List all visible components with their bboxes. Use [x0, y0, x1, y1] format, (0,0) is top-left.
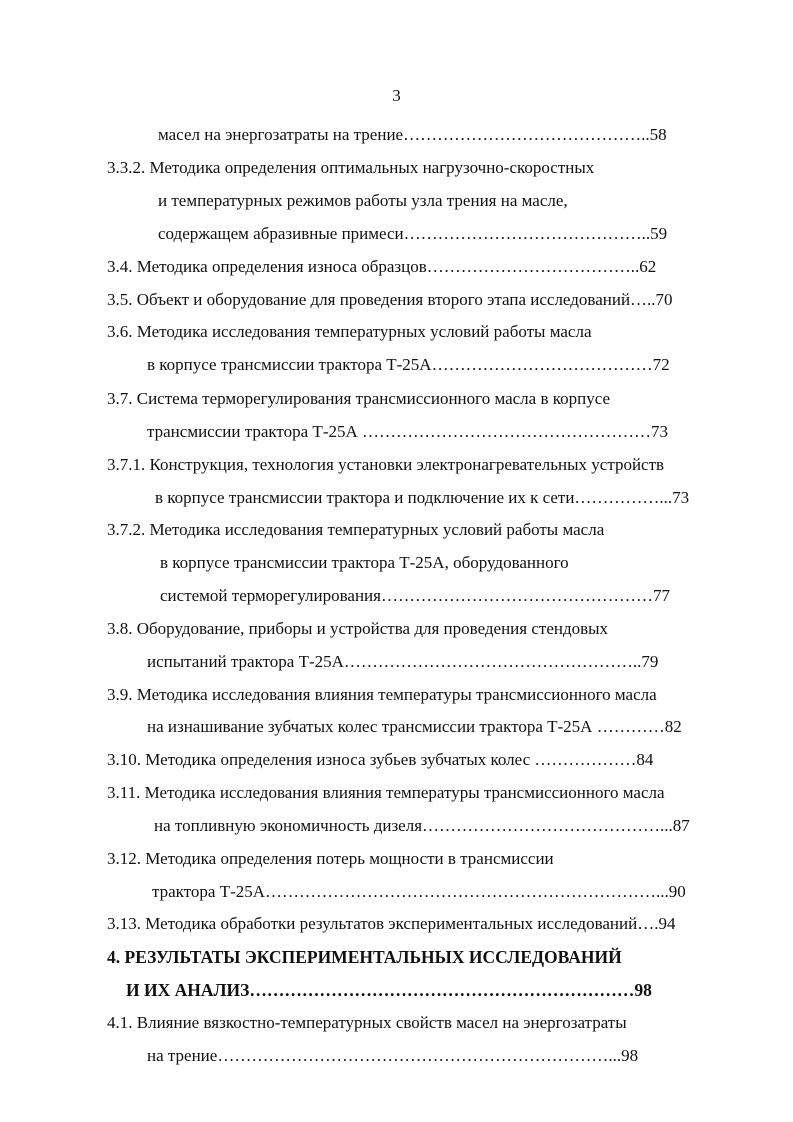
toc-line: в корпусе трансмиссии трактора Т-25А, оборудованного: [160, 553, 569, 572]
toc-line: 3.8. Оборудование, приборы и устройства для проведения стендовых: [107, 619, 609, 638]
toc-line: и температурных режимов работы узла трения на масле,: [158, 191, 568, 210]
toc-chapter-heading: И ИХ АНАЛИЗ…………………………………………………………98: [126, 980, 652, 1000]
toc-line: на трение……………………………………………………………...98: [147, 1046, 639, 1065]
toc-line: испытаний трактора Т-25А……………………………………………..79: [147, 652, 659, 671]
toc-line: системой терморегулирования…………………………………………77: [160, 586, 670, 605]
toc-line: в корпусе трансмиссии трактора и подключение их к сети……………...73: [155, 488, 690, 507]
toc-line: в корпусе трансмиссии трактора Т-25А…………………………………72: [147, 355, 670, 374]
toc-line: масел на энергозатраты на трение……………………………………..58: [158, 125, 667, 144]
toc-line: 3.7. Система терморегулирования трансмиссионного масла в корпусе: [107, 389, 611, 408]
toc-line: содержащем абразивные примеси……………………………………..59: [158, 224, 668, 243]
toc-line: 3.12. Методика определения потерь мощности в трансмиссии: [107, 849, 554, 868]
page-number: 3: [392, 86, 401, 105]
toc-line: 3.13. Методика обработки результатов экспериментальных исследований….94: [107, 914, 676, 933]
toc-line: 3.6. Методика исследования температурных условий работы масла: [107, 322, 592, 341]
toc-line: трактора Т-25А……………………………………………………………...90: [152, 882, 686, 901]
toc-line: 3.7.1. Конструкция, технология установки электронагревательных устройств: [107, 455, 665, 474]
toc-line: 3.4. Методика определения износа образцов………………………………..62: [107, 257, 657, 276]
toc-chapter-heading: 4. РЕЗУЛЬТАТЫ ЭКСПЕРИМЕНТАЛЬНЫХ ИССЛЕДОВАНИЙ: [107, 947, 622, 967]
toc-line: 3.11. Методика исследования влияния температуры трансмиссионного масла: [107, 783, 665, 802]
toc-line: на изнашивание зубчатых колес трансмиссии трактора Т-25А …………82: [147, 717, 682, 736]
toc-line: 3.7.2. Методика исследования температурных условий работы масла: [107, 520, 605, 539]
toc-line: 3.5. Объект и оборудование для проведения второго этапа исследований…..70: [107, 290, 673, 309]
toc-line: трансмиссии трактора Т-25А ……………………………………………73: [147, 422, 669, 441]
toc-line: 4.1. Влияние вязкостно-температурных свойств масел на энергозатраты: [107, 1013, 627, 1032]
toc-line: 3.10. Методика определения износа зубьев зубчатых колес ………………84: [107, 750, 654, 769]
toc-line: на топливную экономичность дизеля……………………………………...87: [154, 816, 690, 835]
toc-line: 3.9. Методика исследования влияния температуры трансмиссионного масла: [107, 685, 657, 704]
toc-line: 3.3.2. Методика определения оптимальных нагрузочно-скоростных: [107, 158, 595, 177]
